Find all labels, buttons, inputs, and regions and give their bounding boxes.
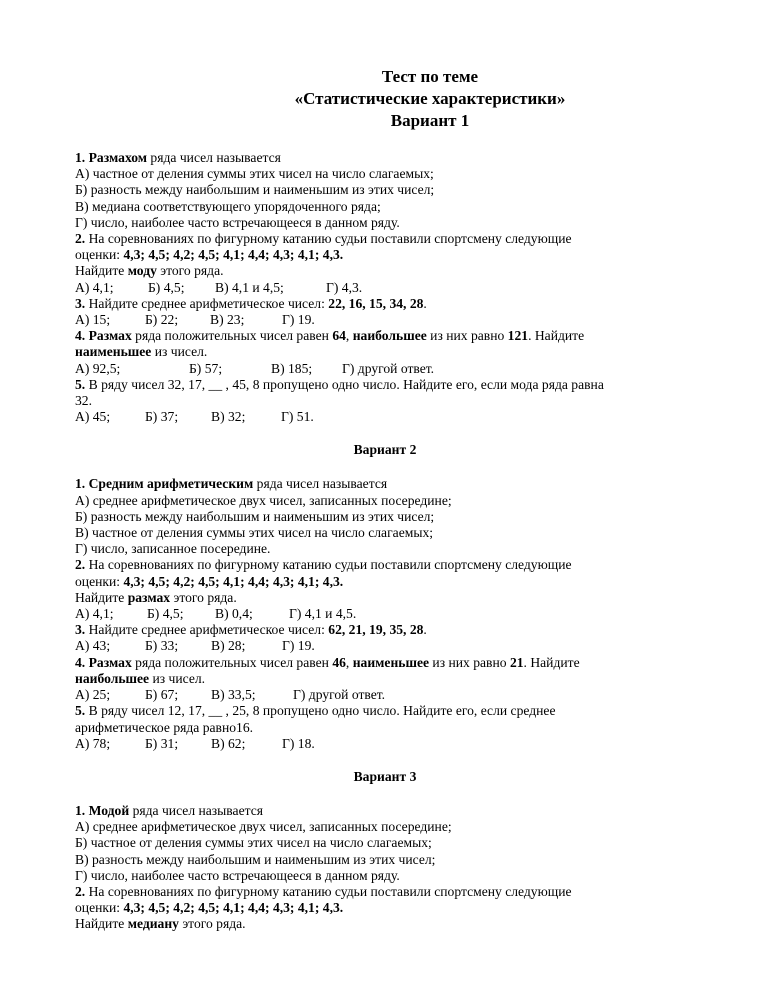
v2-q4: 4. Размах ряда положительных чисел равен 46, наименьшее из них равно 21. Найдите [75, 654, 580, 670]
title-line-1: Тест по теме [381, 67, 479, 86]
v1-q1-option-b: Б) разность между наибольшим и наименьшим из этих чисел; [75, 182, 435, 198]
v1-q4: 4. Размах ряда положительных чисел равен 64, наибольшее из них равно 121. Найдите [75, 328, 585, 344]
v3-q2-scores: оценки: 4,3; 4,5; 4,2; 4,5; 4,1; 4,4; 4,3; 4,1; 4,3. [75, 900, 344, 916]
v1-q4-options: А) 92,5; Б) 57; В) 185; Г) другой ответ. [75, 360, 435, 376]
v1-q2-find: Найдите моду этого ряда. [75, 263, 224, 279]
v1-q3: 3. Найдите среднее арифметическое чисел: 22, 16, 15, 34, 28. [75, 295, 427, 311]
variant-1 [75, 150, 695, 425]
title-line-2: «Статистические характеристики» [294, 89, 566, 108]
v2-q3: 3. Найдите среднее арифметическое чисел: 62, 21, 19, 35, 28. [75, 622, 427, 638]
variant-2 [75, 442, 695, 751]
v2-q2-scores: оценки: 4,3; 4,5; 4,2; 4,5; 4,1; 4,4; 4,3; 4,1; 4,3. [75, 573, 344, 589]
v2-q2-find: Найдите размах этого ряда. [75, 589, 237, 605]
test-title [165, 66, 695, 132]
v3-q2-find: Найдите медиану этого ряда. [75, 916, 246, 932]
v3-q1-option-a: А) среднее арифметическое двух чисел, записанных посередине; [75, 819, 452, 835]
v2-q4-cont: наибольшее из чисел. [75, 670, 206, 686]
v2-q3-options: А) 43; Б) 33; В) 28; Г) 19. [75, 638, 315, 654]
v1-q1-option-d: Г) число, наиболее часто встречающееся в данном ряду. [75, 214, 400, 230]
v3-q1-option-b: Б) частное от деления суммы этих чисел на число слагаемых; [75, 835, 432, 851]
v3-q2: 2. На соревнованиях по фигурному катанию судьи поставили спортсмену следующие [75, 883, 572, 899]
v2-q1-option-d: Г) число, записанное посередине. [75, 541, 271, 557]
v1-q5: 5. В ряду чисел 32, 17, __ , 45, 8 пропущено одно число. Найдите его, если мода ряда равна [75, 376, 604, 392]
v2-q5: 5. В ряду чисел 12, 17, __ , 25, 8 пропущено одно число. Найдите его, если среднее [75, 703, 556, 719]
v1-q3-options: А) 15; Б) 22; В) 23; Г) 19. [75, 312, 315, 328]
test-page [75, 66, 695, 933]
v2-q1-option-a: А) среднее арифметическое двух чисел, записанных посередине; [75, 492, 452, 508]
variant-3-title: Вариант 3 [353, 768, 417, 784]
v1-q1-option-c: В) медиана соответствующего упорядоченного ряда; [75, 198, 381, 214]
v2-q5-cont: арифметическое ряда равно16. [75, 719, 254, 735]
v3-q1: 1. Модой ряда чисел называется [75, 802, 264, 818]
v1-q1: 1. Размахом ряда чисел называется [75, 150, 281, 165]
v3-q1-option-d: Г) число, наиболее часто встречающееся в данном ряду. [75, 867, 400, 883]
v2-q2-options: А) 4,1; Б) 4,5; В) 0,4; Г) 4,1 и 4,5. [75, 606, 357, 622]
v1-q2-options: А) 4,1; Б) 4,5; В) 4,1 и 4,5; Г) 4,3. [75, 279, 363, 295]
v1-q2-scores: оценки: 4,3; 4,5; 4,2; 4,5; 4,1; 4,4; 4,3; 4,1; 4,3. [75, 247, 344, 263]
v1-q5-options: А) 45; Б) 37; В) 32; Г) 51. [75, 409, 314, 425]
v2-q1: 1. Средним арифметическим ряда чисел называется [75, 476, 388, 492]
variant-3 [75, 769, 695, 933]
v1-q2: 2. На соревнованиях по фигурному катанию судьи поставили спортсмену следующие [75, 231, 572, 247]
variant-2-title: Вариант 2 [353, 442, 417, 458]
title-line-3: Вариант 1 [390, 111, 470, 130]
v2-q1-option-c: В) частное от деления суммы этих чисел на число слагаемых; [75, 525, 434, 541]
v2-q2: 2. На соревнованиях по фигурному катанию судьи поставили спортсмену следующие [75, 557, 572, 573]
v3-q1-option-c: В) разность между наибольшим и наименьшим из этих чисел; [75, 851, 436, 867]
v2-q1-option-b: Б) разность между наибольшим и наименьшим из этих чисел; [75, 508, 435, 524]
v2-q5-options: А) 78; Б) 31; В) 62; Г) 18. [75, 735, 315, 751]
v2-q4-options: А) 25; Б) 67; В) 33,5; Г) другой ответ. [75, 687, 386, 703]
v1-q1-option-a: А) частное от деления суммы этих чисел на число слагаемых; [75, 166, 434, 182]
v1-q4-cont: наименьшее из чисел. [75, 344, 208, 360]
v1-q5-cont: 32. [75, 393, 92, 409]
